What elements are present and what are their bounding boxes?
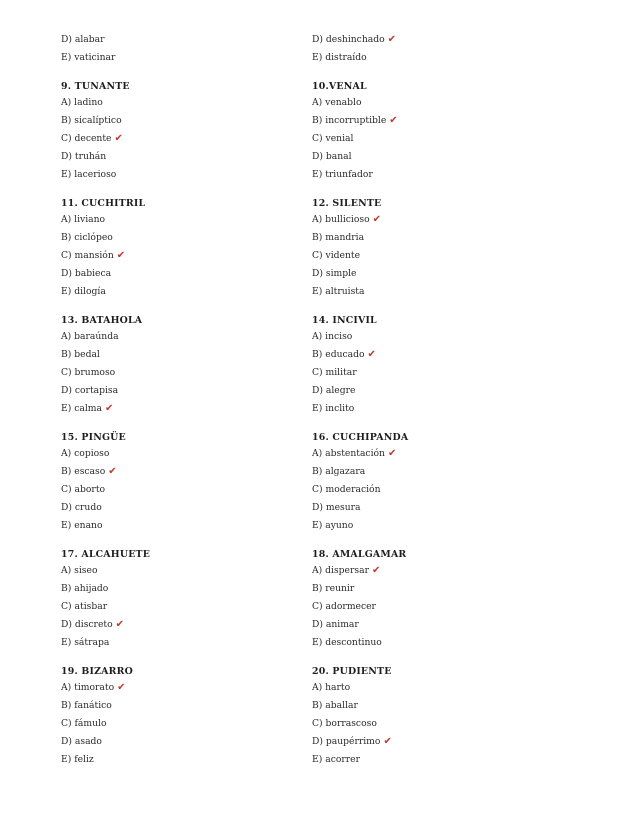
option-text: E) acorrer <box>312 754 360 765</box>
answer-option <box>61 619 124 631</box>
option-text: A) abstentación <box>312 448 385 459</box>
answer-option <box>312 133 353 145</box>
option-text: E) sátrapa <box>61 637 110 648</box>
option-text: E) triunfador <box>312 169 373 180</box>
answer-option <box>312 385 355 397</box>
option-text: A) venablo <box>312 97 362 108</box>
option-text: A) bullicioso <box>312 214 370 225</box>
checkmark-icon: ✔ <box>115 619 124 630</box>
answer-option <box>312 286 364 298</box>
question-title <box>312 432 408 444</box>
option-text: E) enano <box>61 520 103 531</box>
answer-option <box>312 502 361 514</box>
option-text: C) aborto <box>61 484 106 495</box>
option-text: E) altruista <box>312 286 365 297</box>
option-text: E) dilogía <box>61 286 106 297</box>
option-text: B) bedal <box>61 349 100 360</box>
option-text: D) banal <box>312 151 352 162</box>
question-title <box>61 666 133 678</box>
option-text: B) sicalíptico <box>61 115 122 126</box>
checkmark-icon: ✔ <box>371 565 381 576</box>
option-text: D) deshinchado <box>312 34 385 45</box>
question-word: 16. CUCHIPANDA <box>312 432 409 443</box>
answer-option <box>312 619 359 631</box>
option-text: B) educado <box>312 349 365 360</box>
option-text: D) truhán <box>61 151 107 162</box>
checkmark-icon: ✔ <box>114 133 123 144</box>
answer-option <box>61 133 123 145</box>
answer-option <box>61 52 115 64</box>
answer-option <box>61 583 108 595</box>
answer-option <box>312 403 354 415</box>
question-title <box>312 549 406 561</box>
answer-option <box>61 169 116 181</box>
option-text: A) dispersar <box>312 565 369 576</box>
answer-option <box>61 484 105 496</box>
answer-option <box>312 736 392 748</box>
option-text: B) escaso <box>61 466 106 477</box>
answer-option <box>312 583 354 595</box>
question-title <box>61 81 130 93</box>
option-text: C) fámulo <box>61 718 107 729</box>
option-text: B) aballar <box>312 700 358 711</box>
option-text: A) timorato <box>61 682 115 693</box>
answer-option <box>61 385 118 397</box>
option-text: C) decente <box>61 133 112 144</box>
option-text: B) reunir <box>312 583 355 594</box>
option-text: B) incorruptible <box>312 115 387 126</box>
checkmark-icon: ✔ <box>116 250 126 261</box>
answer-option <box>61 754 94 766</box>
question-title <box>312 81 367 93</box>
option-text: E) ayuno <box>312 520 354 531</box>
answer-option <box>61 286 106 298</box>
answer-option <box>312 520 353 532</box>
question-word: 9. TUNANTE <box>61 81 130 92</box>
option-text: B) fanático <box>61 700 112 711</box>
option-text: A) inciso <box>312 331 353 342</box>
option-text: C) mansión <box>61 250 114 261</box>
answer-option <box>312 682 350 694</box>
answer-option <box>61 637 109 649</box>
question-word: 20. PUDIENTE <box>312 666 392 677</box>
checkmark-icon: ✔ <box>108 466 117 477</box>
answer-option <box>312 349 376 361</box>
answer-option <box>312 637 382 649</box>
option-text: B) ahijado <box>61 583 109 594</box>
question-word: 19. BIZARRO <box>61 666 133 677</box>
answer-option <box>312 214 381 226</box>
question-title <box>61 315 142 327</box>
answer-option <box>61 349 100 361</box>
checkmark-icon: ✔ <box>387 34 397 45</box>
answer-option <box>61 718 107 730</box>
answer-option <box>312 169 373 181</box>
answer-option <box>61 403 113 415</box>
option-text: B) mandria <box>312 232 365 243</box>
answer-option <box>312 754 360 766</box>
answer-option <box>312 331 352 343</box>
checkmark-icon: ✔ <box>372 214 382 225</box>
option-text: D) mesura <box>312 502 361 513</box>
answer-option <box>61 34 105 46</box>
option-text: B) algazara <box>312 466 366 477</box>
answer-option <box>61 115 122 127</box>
question-title <box>312 315 377 327</box>
option-text: D) paupérrimo <box>312 736 381 747</box>
option-text: C) militar <box>312 367 357 378</box>
answer-option <box>312 565 380 577</box>
answer-option <box>312 448 396 460</box>
answer-option <box>61 367 115 379</box>
answer-option <box>61 736 102 748</box>
question-title <box>312 666 392 678</box>
checkmark-icon: ✔ <box>117 682 126 693</box>
option-text: A) harto <box>312 682 351 693</box>
question-word: 18. AMALGAMAR <box>312 549 407 560</box>
answer-option <box>61 250 125 262</box>
answer-option <box>61 502 102 514</box>
answer-option <box>312 718 377 730</box>
option-text: A) ladino <box>61 97 103 108</box>
option-text: B) ciclópeo <box>61 232 113 243</box>
question-title <box>61 549 150 561</box>
answer-option <box>312 250 360 262</box>
answer-option <box>312 115 398 127</box>
answer-option <box>312 34 396 46</box>
option-text: E) vaticinar <box>61 52 116 63</box>
question-word: 17. ALCAHUETE <box>61 549 151 560</box>
option-text: D) discreto <box>61 619 113 630</box>
question-title <box>312 198 381 210</box>
option-text: D) crudo <box>61 502 102 513</box>
checkmark-icon: ✔ <box>387 448 397 459</box>
answer-option <box>312 52 367 64</box>
option-text: A) liviano <box>61 214 106 225</box>
option-text: E) feliz <box>61 754 94 765</box>
option-text: C) atisbar <box>61 601 108 612</box>
checkmark-icon: ✔ <box>389 115 398 126</box>
question-title <box>61 432 126 444</box>
answer-option <box>312 232 364 244</box>
question-word: 11. CUCHITRIL <box>61 198 146 209</box>
option-text: D) alabar <box>61 34 105 45</box>
option-text: D) alegre <box>312 385 356 396</box>
answer-option <box>61 214 105 226</box>
option-text: C) vidente <box>312 250 361 261</box>
answer-option <box>61 700 112 712</box>
answer-option <box>61 520 103 532</box>
answer-option <box>61 268 111 280</box>
answer-option <box>312 700 358 712</box>
option-text: C) brumoso <box>61 367 116 378</box>
answer-option <box>312 484 381 496</box>
option-text: D) cortapisa <box>61 385 119 396</box>
answer-option <box>61 151 106 163</box>
checkmark-icon: ✔ <box>104 403 114 414</box>
question-word: 14. INCIVIL <box>312 315 377 326</box>
question-word: 10.VENAL <box>312 81 367 92</box>
option-text: C) venial <box>312 133 354 144</box>
answer-option <box>61 448 109 460</box>
answer-option <box>312 466 365 478</box>
answer-option <box>61 466 117 478</box>
option-text: A) copioso <box>61 448 110 459</box>
answer-option <box>312 268 357 280</box>
option-text: E) calma <box>61 403 102 414</box>
option-text: D) babieca <box>61 268 112 279</box>
question-word: 15. PINGÜE <box>61 432 126 443</box>
answer-option <box>312 151 352 163</box>
answer-option <box>312 601 376 613</box>
option-text: D) simple <box>312 268 357 279</box>
checkmark-icon: ✔ <box>367 349 376 360</box>
question-word: 13. BATAHOLA <box>61 315 143 326</box>
answer-option <box>61 601 107 613</box>
answer-option <box>312 97 362 109</box>
answer-option <box>61 565 97 577</box>
option-text: E) distraído <box>312 52 367 63</box>
option-text: E) lacerioso <box>61 169 117 180</box>
answer-option <box>61 682 126 694</box>
option-text: E) descontinuo <box>312 637 382 648</box>
option-text: D) asado <box>61 736 102 747</box>
option-text: C) borrascoso <box>312 718 377 729</box>
question-title <box>61 198 145 210</box>
answer-option <box>61 331 119 343</box>
answer-option <box>61 232 113 244</box>
answer-option <box>61 97 103 109</box>
option-text: A) siseo <box>61 565 98 576</box>
option-text: A) baraúnda <box>61 331 119 342</box>
question-word: 12. SILENTE <box>312 198 382 209</box>
checkmark-icon: ✔ <box>383 736 392 747</box>
option-text: D) animar <box>312 619 359 630</box>
answer-option <box>312 367 357 379</box>
option-text: C) moderación <box>312 484 381 495</box>
option-text: E) inclito <box>312 403 355 414</box>
option-text: C) adormecer <box>312 601 376 612</box>
